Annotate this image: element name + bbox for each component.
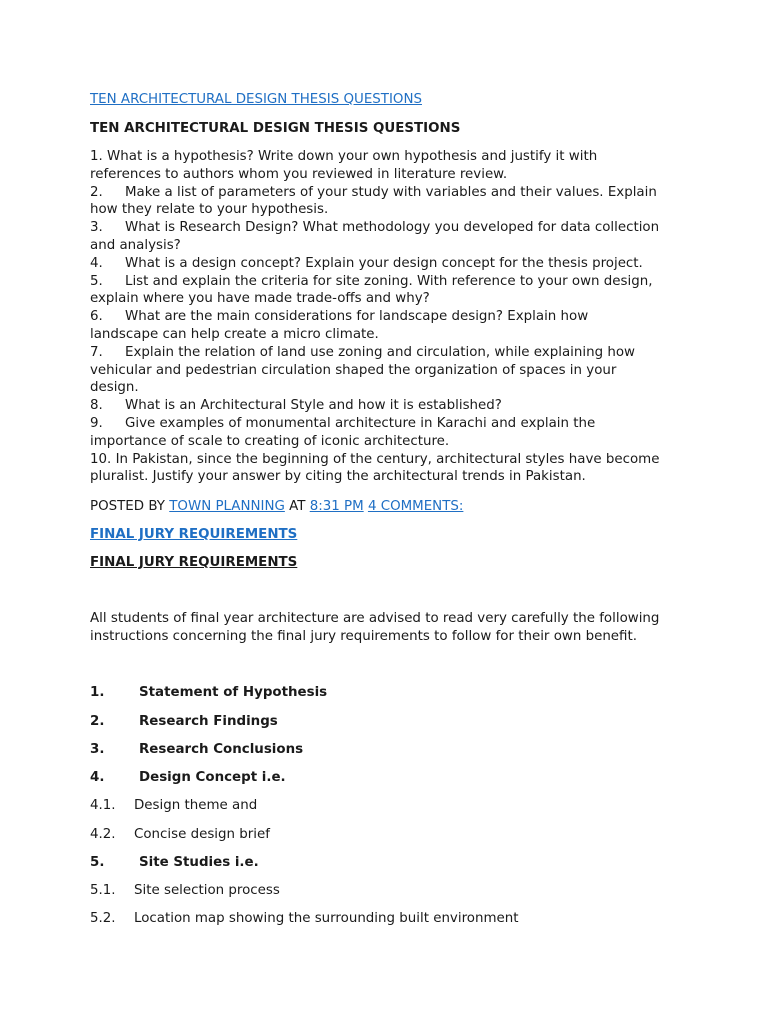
question-text: What are the main considerations for landscape design? Explain how: [125, 309, 589, 325]
question-line: [90, 344, 690, 362]
question-line: [90, 184, 690, 202]
question-text: design.: [90, 380, 139, 396]
requirement-number: 5.2.: [90, 911, 116, 926]
posted-by-label: POSTED BY: [90, 499, 165, 514]
question-text: Make a list of parameters of your study with variables and their values. Explain: [125, 184, 657, 200]
question-number: 5.: [90, 273, 103, 289]
requirement-number: 5.: [90, 855, 105, 870]
requirement-text: Research Findings: [139, 714, 278, 729]
intro-line: All students of final year architecture are advised to read very carefully the following: [90, 611, 660, 626]
question-number: 2.: [90, 184, 103, 200]
questions-list: [90, 148, 690, 486]
requirement-text: Design theme and: [134, 798, 258, 813]
post-footer: [90, 498, 690, 516]
question-line: [90, 201, 690, 219]
requirement-text: Location map showing the surrounding built environment: [134, 911, 519, 926]
post-heading: TEN ARCHITECTURAL DESIGN THESIS QUESTIONS: [90, 121, 461, 136]
question-number: 1.: [90, 149, 103, 164]
requirement-text: Concise design brief: [134, 827, 270, 842]
question-line: [90, 379, 690, 397]
author-link[interactable]: TOWN PLANNING: [169, 499, 285, 514]
question-line: [90, 237, 690, 255]
question-line: [90, 308, 690, 326]
intro-line: instructions concerning the final jury requirements to follow for their own benefit.: [90, 628, 637, 644]
requirement-item: [90, 797, 690, 815]
requirement-number: 5.1.: [90, 883, 116, 898]
question-line: [90, 148, 690, 166]
jury-intro: [90, 610, 690, 646]
at-label: AT: [289, 499, 306, 514]
question-text: In Pakistan, since the beginning of the century, architectural styles have become: [115, 451, 660, 467]
requirement-item: [90, 826, 690, 844]
question-line: [90, 433, 690, 451]
question-text: List and explain the criteria for site zoning. With reference to your own design,: [125, 273, 653, 289]
comments-link[interactable]: 4 COMMENTS:: [367, 499, 464, 514]
question-text: What is an Architectural Style and how it is established?: [125, 398, 502, 414]
question-number: 4.: [90, 255, 103, 271]
time-link[interactable]: 8:31 PM: [309, 499, 364, 514]
question-text: pluralist. Justify your answer by citing the architectural trends in Pakistan.: [90, 469, 586, 485]
requirement-number: 1.: [90, 685, 105, 700]
question-line: [90, 326, 690, 344]
post-title-link[interactable]: TEN ARCHITECTURAL DESIGN THESIS QUESTIONS: [90, 92, 422, 107]
requirement-number: 4.1.: [90, 798, 116, 813]
question-text: explain where you have made trade-offs and why?: [90, 291, 430, 307]
requirement-item: [90, 741, 690, 759]
requirement-text: Research Conclusions: [139, 742, 304, 757]
question-text: What is Research Design? What methodology you developed for data collection: [125, 220, 660, 236]
requirement-number: 2.: [90, 714, 105, 729]
requirement-item: [90, 684, 690, 702]
question-line: [90, 362, 690, 380]
question-number: 9.: [90, 415, 103, 431]
question-text: references to authors whom you reviewed in literature review.: [90, 166, 508, 182]
question-line: [90, 273, 690, 291]
question-text: Explain the relation of land use zoning and circulation, while explaining how: [125, 344, 635, 360]
requirement-item: [90, 854, 690, 872]
requirement-number: 4.: [90, 770, 105, 785]
question-number: 6.: [90, 309, 103, 325]
requirement-item: [90, 910, 690, 928]
question-text: What is a design concept? Explain your design concept for the thesis project.: [125, 255, 643, 271]
question-text: Give examples of monumental architecture in Karachi and explain the: [125, 415, 596, 431]
question-text: vehicular and pedestrian circulation shaped the organization of spaces in your: [90, 362, 617, 378]
question-line: [90, 255, 690, 273]
question-text: importance of scale to creating of iconic architecture.: [90, 433, 450, 449]
question-line: [90, 397, 690, 415]
requirement-text: Design Concept i.e.: [139, 770, 286, 785]
requirement-text: Site selection process: [134, 883, 280, 898]
question-number: 7.: [90, 344, 103, 360]
question-line: [90, 451, 690, 469]
question-line: [90, 166, 690, 184]
question-number: 10.: [90, 451, 112, 467]
question-number: 3.: [90, 220, 103, 236]
question-line: [90, 219, 690, 237]
requirement-text: Statement of Hypothesis: [139, 685, 328, 700]
question-text: What is a hypothesis? Write down your own hypothesis and justify it with: [107, 149, 598, 164]
question-number: 8.: [90, 398, 103, 414]
question-text: how they relate to your hypothesis.: [90, 202, 329, 218]
requirement-item: [90, 769, 690, 787]
question-line: [90, 468, 690, 486]
question-line: [90, 415, 690, 433]
question-text: landscape can help create a micro climate.: [90, 326, 379, 342]
requirement-number: 4.2.: [90, 827, 116, 842]
requirement-number: 3.: [90, 742, 105, 757]
requirement-item: [90, 713, 690, 731]
requirement-item: [90, 882, 690, 900]
question-line: [90, 290, 690, 308]
jury-heading: FINAL JURY REQUIREMENTS: [90, 555, 298, 570]
question-text: and analysis?: [90, 237, 181, 253]
requirement-text: Site Studies i.e.: [139, 855, 259, 870]
jury-title-link[interactable]: FINAL JURY REQUIREMENTS: [90, 527, 298, 542]
